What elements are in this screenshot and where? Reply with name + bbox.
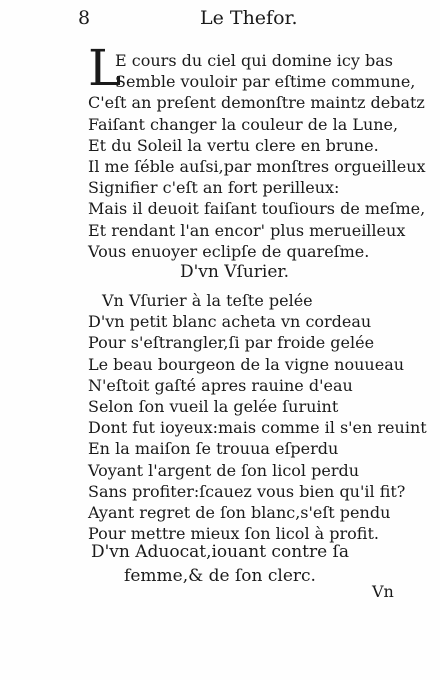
drop-cap-initial: L: [88, 39, 122, 97]
verse-line: Voyant l'argent de ſon licol perdu: [88, 460, 360, 480]
verse-line: D'vn petit blanc acheta vn cordeau: [88, 312, 372, 332]
heading-line: D'vn Aduocat,iouant contre ſa: [91, 542, 349, 562]
poem-usurier: [88, 290, 427, 544]
catchword: Vn: [372, 582, 394, 601]
poem-sky-eclipse: [88, 50, 426, 262]
verse-line: Semble vouloir par eſtime commune,: [115, 72, 416, 92]
verse-line: Mais il deuoit faiſant touſiours de meſme,: [88, 199, 426, 219]
verse-line: Selon ſon vueil la gelée ſuruint: [88, 396, 339, 416]
verse-line: Vous enuoyer eclipſe de quareſme.: [88, 241, 370, 261]
verse-line: Pour mettre mieux ſon licol à profit.: [88, 524, 379, 544]
verse-line: Pour s'eſtrangler,ſi par froide gelée: [88, 333, 375, 353]
heading-line: femme,& de ſon clerc.: [124, 566, 316, 586]
poem-heading-usurier: D'vn Vſurier.: [180, 262, 290, 282]
verse-line: Vn Vſurier à la teſte pelée: [102, 291, 313, 310]
verse-line: C'eſt an preſent demonſtre maintz debatz: [88, 93, 425, 113]
verse-line: Faiſant changer la couleur de la Lune,: [88, 114, 399, 134]
poem-heading-aduocat: [0, 540, 440, 588]
verse-line: Dont fut ioyeux:mais comme il s'en reuint: [88, 418, 427, 438]
verse-line: Sans profiter:ſcauez vous bien qu'il fit?: [88, 481, 406, 501]
verse-line: Il me ſéble auſsi,par monſtres orgueilleux: [88, 156, 426, 176]
verse-line: Le beau bourgeon de la vigne nouueau: [88, 354, 405, 374]
verse-line: En la maiſon ſe trouua eſperdu: [88, 439, 339, 459]
running-title: Le Thefor.: [200, 7, 298, 29]
page-number: 8: [78, 7, 91, 29]
verse-line: E cours du ciel qui domine icy bas: [115, 51, 393, 70]
verse-line: Signifier c'eſt an fort perilleux:: [88, 178, 340, 198]
verse-line: Et du Soleil la vertu clere en brune.: [88, 135, 379, 155]
verse-line: N'eſtoit gaſté apres rauine d'eau: [88, 375, 353, 395]
verse-line: Ayant regret de ſon blanc,s'eſt pendu: [88, 502, 391, 522]
running-head: [0, 5, 440, 33]
verse-line: Et rendant l'an encor' plus merueilleux: [88, 220, 406, 240]
